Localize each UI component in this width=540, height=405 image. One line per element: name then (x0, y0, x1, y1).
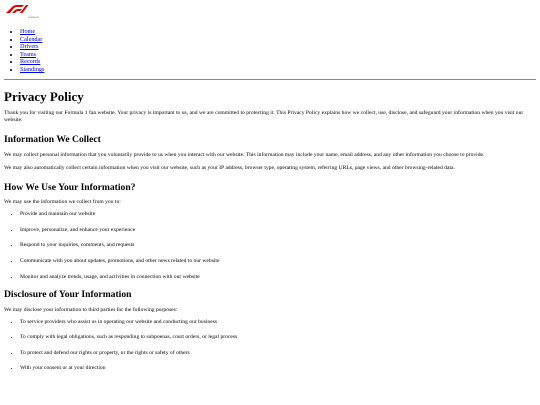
disclosure-paragraph: We may disclose your information to third parties for the following purposes: (4, 306, 178, 313)
section-heading-use: How We Use Your Information? (4, 181, 136, 193)
intro-paragraph: Thank you for visiting our Formula 1 fan website. Your privacy is important to us, and we are committed to protecting it. This Privacy Policy explains how we collect, use, disclose, and safeguard your information when you visit our website. (4, 110, 524, 124)
use-list (4, 211, 536, 280)
nav-item-calendar (20, 36, 536, 44)
list-item: • Communicate with you about updates, promotions, and other news related to our website (20, 258, 536, 265)
nav-link-home[interactable]: Home (20, 28, 36, 35)
nav-link-standings[interactable]: Standings (20, 65, 45, 73)
list-item: • To comply with legal obligations, such as responding to subpoenas, court orders, or legal process (20, 334, 536, 341)
list-item: • Respond to your inquiries, comments, and requests (20, 242, 536, 249)
nav-link-calendar[interactable]: Calendar (20, 35, 43, 43)
f1-logo-icon[interactable] (5, 4, 29, 16)
disclosure-list (4, 319, 536, 373)
site-header (4, 4, 536, 19)
page-title: Privacy Policy (4, 88, 84, 104)
list-item: • Improve, personalize, and enhance your experience (20, 227, 536, 234)
nav-link-teams[interactable]: Teams (20, 50, 37, 58)
nav-item-teams (20, 51, 536, 59)
section-heading-collect: Information We Collect (4, 134, 101, 146)
nav-item-home (20, 28, 536, 36)
list-item: • Provide and maintain our website (20, 211, 536, 218)
use-paragraph: We may use the information we collect from you to: (4, 199, 121, 206)
section-heading-disclosure: Disclosure of Your Information (4, 289, 132, 301)
collect-paragraph-1: We may collect personal information that you voluntarily provide to us when you interact with our website. This information may include your name, email address, and any other information you choose to provide. (4, 151, 485, 158)
list-item: • To service providers who assist us in operating our website and conducting our business (20, 319, 536, 326)
collect-paragraph-2: We may also automatically collect certain information when you visit our website, such as your IP address, browser type, operating system, referring URLs, page views, and other browsing-related data. (4, 164, 455, 171)
header-divider (4, 79, 536, 80)
list-item: • Monitor and analyze trends, usage, and activities in connection with our website (20, 274, 536, 281)
nav-item-drivers (20, 43, 536, 51)
nav-link-records[interactable]: Records (20, 58, 41, 66)
logo-subtitle: FORMULA 1 (28, 17, 40, 19)
list-item: • To protect and defend our rights or property, or the rights or safety of others (20, 350, 536, 357)
nav-link-drivers[interactable]: Drivers (20, 43, 39, 51)
nav-item-records (20, 58, 536, 66)
list-item: • With your consent or at your direction (20, 365, 536, 372)
nav-item-standings (20, 66, 536, 74)
main-nav (4, 28, 536, 74)
